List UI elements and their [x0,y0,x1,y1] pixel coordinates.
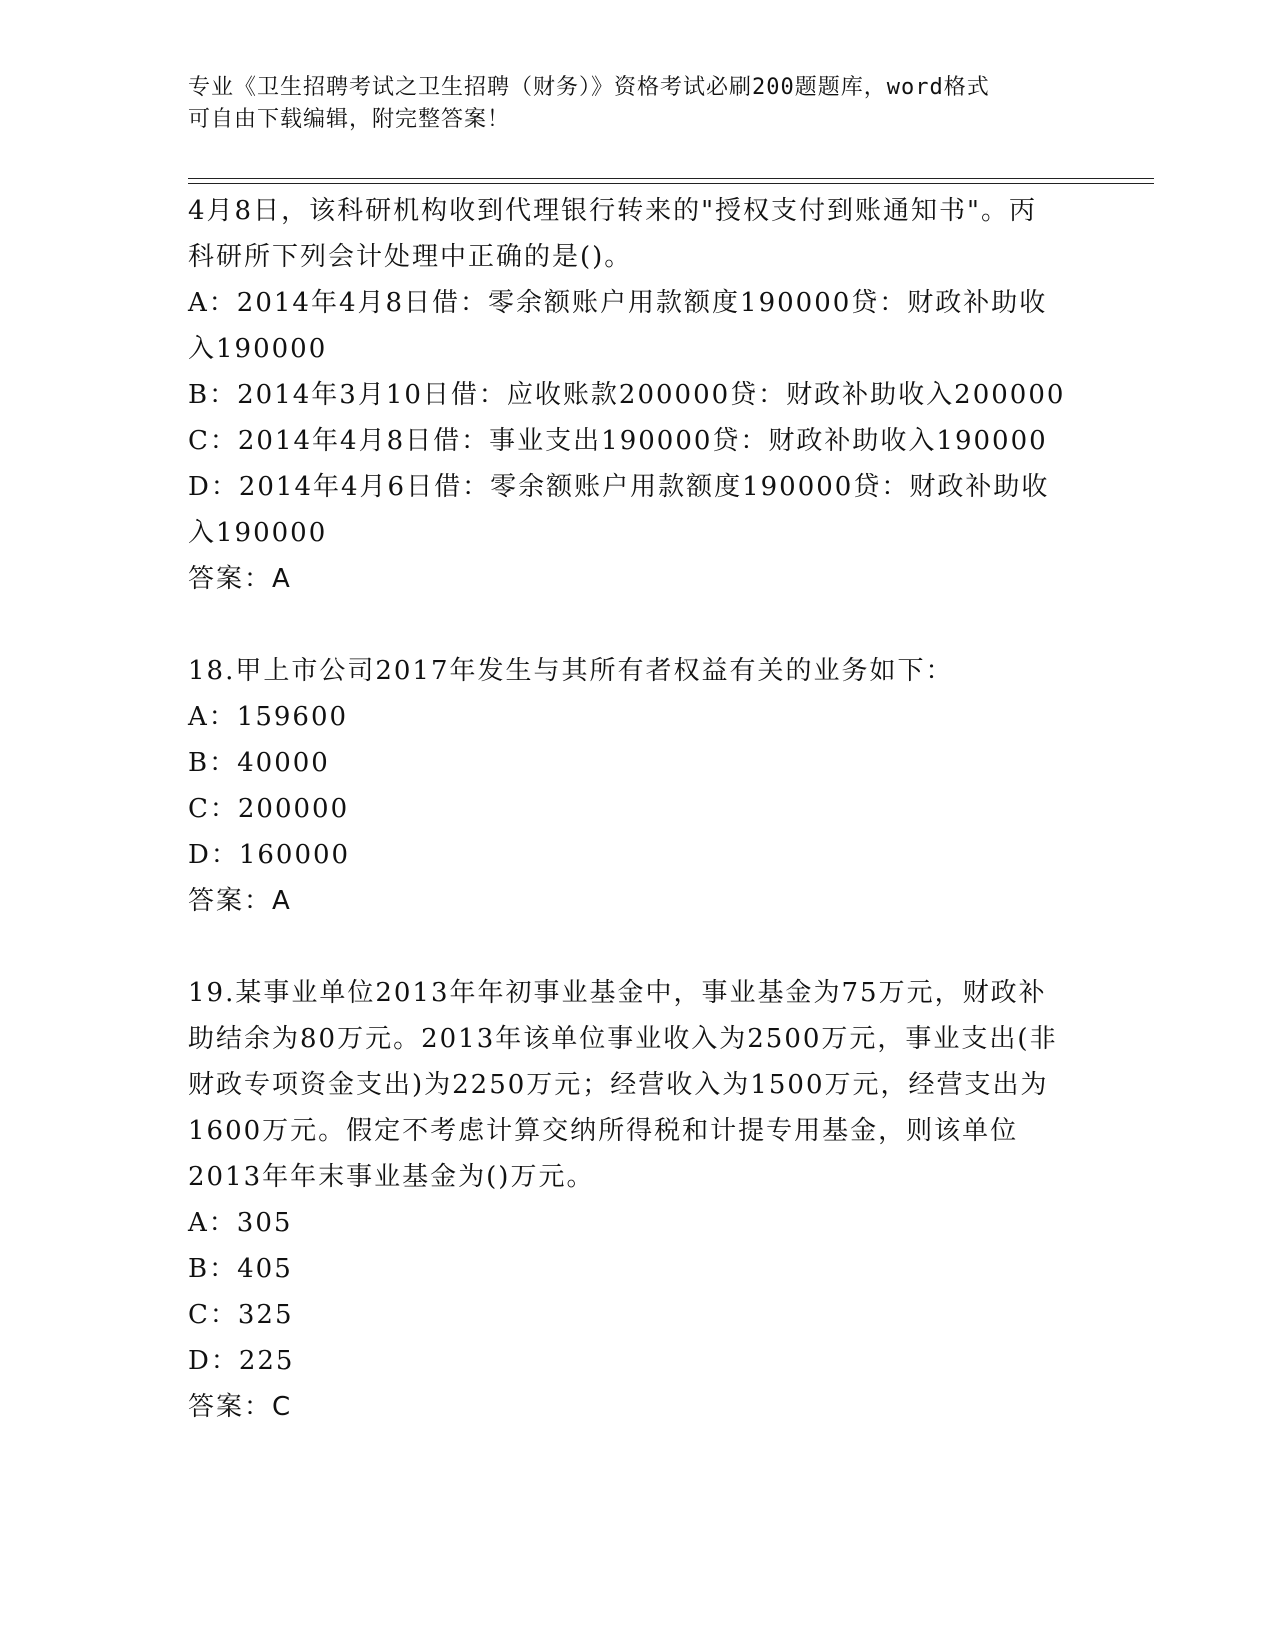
question-stem: 1600万元。假定不考虑计算交纳所得税和计提专用基金，则该单位 [188,1116,1019,1146]
question-17 [188,188,1088,602]
answer: 答案：C [188,1392,293,1422]
option-d: D：225 [188,1346,295,1376]
option-d-continued: 入190000 [188,518,328,548]
option-c: C：2014年4月8日借：事业支出190000贷：财政补助收入190000 [188,426,1048,456]
option-b: B：405 [188,1254,293,1284]
option-c: C：200000 [188,794,350,824]
question-stem: 19.某事业单位2013年年初事业基金中，事业基金为75万元，财政补 [188,978,1047,1008]
question-19 [188,970,1088,1430]
question-18 [188,648,1088,924]
spacer [188,924,1088,970]
option-b: B：2014年3月10日借：应收账款200000贷：财政补助收入200000 [188,380,1066,410]
question-stem: 4月8日，该科研机构收到代理银行转来的"授权支付到账通知书"。丙 [188,196,1038,226]
answer: 答案：A [188,886,292,916]
document-header [188,72,1088,136]
option-b: B：40000 [188,748,330,778]
header-divider-bottom [188,183,1154,184]
question-stem: 财政专项资金支出)为2250万元；经营收入为1500万元，经营支出为 [188,1070,1049,1100]
option-c: C：325 [188,1300,294,1330]
header-line-2: 可自由下载编辑，附完整答案！ [188,107,511,132]
question-stem: 18.甲上市公司2017年发生与其所有者权益有关的业务如下： [188,656,954,686]
option-d: D：160000 [188,840,351,870]
option-a-continued: 入190000 [188,334,328,364]
question-stem: 2013年年末事业基金为()万元。 [188,1162,595,1192]
option-d: D：2014年4月6日借：零余额账户用款额度190000贷：财政补助收 [188,472,1050,502]
answer: 答案：A [188,564,292,594]
spacer [188,602,1088,648]
option-a: A：2014年4月8日借：零余额账户用款额度190000贷：财政补助收 [188,288,1048,318]
option-a: A：159600 [188,702,349,732]
header-divider-top [188,178,1154,179]
document-body [188,188,1088,1430]
question-stem: 科研所下列会计处理中正确的是()。 [188,242,633,272]
option-a: A：305 [188,1208,293,1238]
header-line-1: 专业《卫生招聘考试之卫生招聘（财务）》资格考试必刷200题题库，word格式 [188,75,990,100]
question-stem: 助结余为80万元。2013年该单位事业收入为2500万元，事业支出(非 [188,1024,1058,1054]
